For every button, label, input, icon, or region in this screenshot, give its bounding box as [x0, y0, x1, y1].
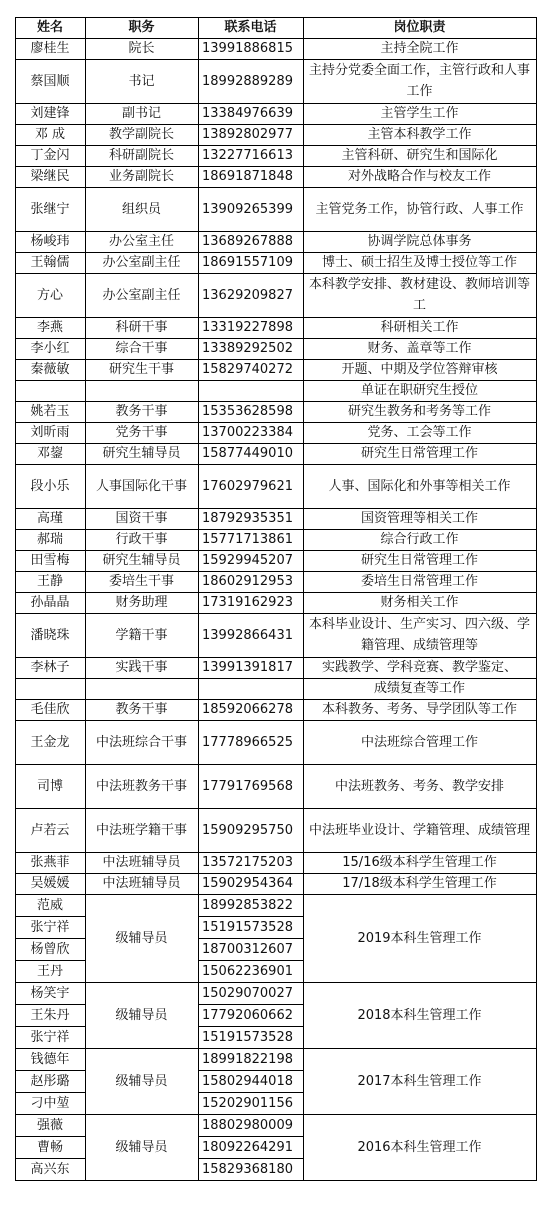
grid-line: [198, 916, 304, 917]
staff-duty: 党务、工会等工作: [367, 425, 472, 440]
staff-name: [15, 678, 85, 699]
counselor-phone: 18991822198: [202, 1051, 293, 1067]
counselor-phone: 15829368180: [202, 1161, 293, 1177]
header-phone: 联系电话: [224, 20, 277, 35]
grid-line: [15, 1026, 86, 1027]
staff-role: 办公室主任: [108, 234, 174, 249]
staff-phone: 13991391817: [202, 660, 293, 675]
staff-role: 党务干事: [115, 425, 168, 440]
staff-role: 科研副院长: [108, 148, 174, 163]
staff-name: 张继宁: [30, 201, 70, 217]
staff-duty: 国资管理等相关工作: [360, 511, 478, 526]
staff-name: 杨峻玮: [30, 234, 70, 249]
staff-duty: 本科教学安排、教材建设、教师培训等工: [308, 277, 530, 313]
staff-role: 书记: [128, 73, 155, 89]
staff-name: 段小乐: [30, 478, 70, 494]
counselor-name: 王朱丹: [30, 1007, 70, 1023]
staff-phone: [198, 380, 303, 401]
staff-duty: 人事、国际化和外事等相关工作: [328, 478, 511, 494]
counselor-phone: 15029070027: [202, 985, 293, 1001]
group-role: 级辅导员: [115, 1139, 168, 1155]
staff-duty: 中法班综合管理工作: [360, 734, 478, 750]
counselor-phone: 15202901156: [202, 1095, 293, 1111]
grid-line: [303, 17, 304, 1181]
staff-phone: 15902954364: [202, 876, 293, 891]
counselor-phone: 18802980009: [202, 1117, 293, 1133]
staff-role: 教务干事: [115, 702, 168, 717]
staff-duty: 财务相关工作: [380, 595, 459, 610]
staff-name: 卢若云: [30, 822, 70, 838]
staff-name: 司博: [36, 778, 63, 794]
staff-phone: 13992866431: [202, 627, 293, 643]
staff-role: 中法班学籍干事: [95, 822, 187, 838]
grid-line: [198, 938, 304, 939]
staff-role: 副书记: [121, 106, 161, 121]
staff-phone: 15877449010: [202, 446, 293, 461]
counselor-name: 杨曾欣: [30, 941, 70, 957]
counselor-phone: 15191573528: [202, 919, 293, 935]
staff-phone: 13384976639: [202, 106, 293, 121]
grid-line: [15, 938, 86, 939]
staff-phone: [198, 678, 303, 699]
counselor-phone: 18992853822: [202, 897, 293, 913]
header-name: 姓名: [36, 20, 63, 35]
staff-duty: 研究生日常管理工作: [360, 446, 478, 461]
staff-phone: 15771713861: [202, 532, 293, 547]
staff-duty: 科研相关工作: [380, 320, 459, 335]
staff-phone: 15909295750: [202, 822, 293, 838]
staff-role: [85, 678, 198, 699]
staff-name: 李小红: [30, 341, 70, 356]
staff-duty: 实践教学、学科竞赛、教学鉴定、: [321, 660, 517, 675]
counselor-name: 钱德年: [30, 1051, 70, 1067]
staff-role: 科研干事: [115, 320, 168, 335]
staff-phone: 13389292502: [202, 341, 293, 356]
staff-phone: 13991886815: [202, 41, 293, 56]
staff-phone: 15829740272: [202, 362, 293, 377]
staff-name: 蔡国顺: [30, 73, 70, 89]
staff-duty: 主持分党委全面工作，主管行政和人事工作: [308, 63, 530, 99]
staff-name: 李燕: [36, 320, 63, 335]
staff-role: 综合干事: [115, 341, 168, 356]
staff-duty: 开题、中期及学位答辩审核: [341, 362, 498, 377]
staff-role: 财务助理: [115, 595, 168, 610]
grid-line: [198, 1026, 304, 1027]
counselor-name: 张宁祥: [30, 1029, 70, 1045]
counselor-name: 刁中堃: [30, 1095, 70, 1111]
counselor-phone: 17792060662: [202, 1007, 293, 1023]
grid-line: [15, 1180, 537, 1181]
staff-role: 人事国际化干事: [95, 478, 187, 494]
counselor-phone: 15062236901: [202, 963, 293, 979]
counselor-name: 范威: [36, 897, 63, 913]
staff-role: 院长: [128, 41, 155, 56]
staff-phone: 15929945207: [202, 553, 293, 568]
staff-duty: 主管学生工作: [380, 106, 459, 121]
staff-name: 邓 成: [34, 127, 66, 142]
staff-duty: 17/18级本科学生管理工作: [342, 876, 497, 891]
staff-duty: 综合行政工作: [380, 532, 459, 547]
staff-name: 丁金闪: [30, 148, 70, 163]
staff-role: 中法班教务干事: [95, 778, 187, 794]
group-duty: 2018本科生管理工作: [357, 1007, 482, 1023]
staff-duty: 本科毕业设计、生产实习、四六级、学籍管理、成绩管理等: [308, 617, 530, 653]
staff-name: 郝瑞: [36, 532, 63, 547]
staff-duty: 对外战略合作与校友工作: [347, 169, 491, 184]
grid-line: [15, 1070, 86, 1071]
grid-line: [198, 1092, 304, 1093]
staff-phone: 18691871848: [202, 169, 293, 184]
counselor-name: 王丹: [36, 963, 63, 979]
grid-line: [15, 1136, 86, 1137]
staff-duty: 协调学院总体事务: [367, 234, 472, 249]
staff-phone: 15353628598: [202, 404, 293, 419]
group-duty: 2017本科生管理工作: [357, 1073, 482, 1089]
staff-phone: 18602912953: [202, 574, 293, 589]
staff-role: 办公室副主任: [102, 287, 181, 303]
staff-role: 中法班辅导员: [102, 855, 181, 870]
staff-duty: 财务、盖章等工作: [367, 341, 472, 356]
staff-duty: 博士、硕士招生及博士授位等工作: [321, 255, 517, 270]
staff-name: 张燕菲: [30, 855, 70, 870]
staff-role: 教学副院长: [108, 127, 174, 142]
staff-duty: 中法班教务、考务、教学安排: [334, 778, 504, 794]
grid-line: [198, 1136, 304, 1137]
staff-role: 中法班综合干事: [95, 734, 187, 750]
staff-phone: 13319227898: [202, 320, 293, 335]
staff-role: 研究生干事: [108, 362, 174, 377]
staff-name: 潘晓珠: [30, 627, 70, 643]
counselor-name: 赵彤璐: [30, 1073, 70, 1089]
staff-role: 国资干事: [115, 511, 168, 526]
counselor-phone: 18700312607: [202, 941, 293, 957]
staff-name: 廖桂生: [30, 41, 70, 56]
staff-name: 毛佳欣: [30, 702, 70, 717]
staff-role: 办公室副主任: [102, 255, 181, 270]
staff-name: 王静: [36, 574, 63, 589]
staff-name: 高瑾: [36, 511, 63, 526]
grid-line: [15, 916, 86, 917]
staff-name: 梁继民: [30, 169, 70, 184]
counselor-phone: 18092264291: [202, 1139, 293, 1155]
staff-name: 王金龙: [30, 734, 70, 750]
staff-phone: 18691557109: [202, 255, 293, 270]
staff-phone: 13909265399: [202, 201, 293, 217]
counselor-name: 高兴东: [30, 1161, 70, 1177]
staff-phone: 17602979621: [202, 478, 293, 494]
staff-phone: 18592066278: [202, 702, 293, 717]
staff-role: 委培生干事: [108, 574, 174, 589]
grid-line: [198, 960, 304, 961]
staff-name: 秦薇敏: [30, 362, 70, 377]
staff-duty: 中法班毕业设计、学籍管理、成绩管理: [308, 822, 530, 838]
staff-phone: 17778966525: [202, 734, 293, 750]
counselor-phone: 15802944018: [202, 1073, 293, 1089]
staff-name: 邓鋆: [36, 446, 63, 461]
grid-line: [15, 960, 86, 961]
grid-line: [15, 1004, 86, 1005]
staff-name: [15, 380, 85, 401]
staff-name: 李林子: [30, 660, 70, 675]
staff-name: 刘建锋: [30, 106, 70, 121]
staff-phone: 13700223384: [202, 425, 293, 440]
staff-role: 实践干事: [115, 660, 168, 675]
staff-phone: 13892802977: [202, 127, 293, 142]
grid-line: [198, 1158, 304, 1159]
staff-duty: 主管科研、研究生和国际化: [341, 148, 498, 163]
staff-name: 王翰儒: [30, 255, 70, 270]
staff-duty: 主管本科教学工作: [367, 127, 472, 142]
group-role: 级辅导员: [115, 1007, 168, 1023]
contact-table: [15, 17, 536, 1209]
staff-phone: 18792935351: [202, 511, 293, 526]
staff-name: 姚若玉: [30, 404, 70, 419]
counselor-name: 张宁祥: [30, 919, 70, 935]
grid-line: [15, 17, 537, 18]
staff-phone: 13629209827: [202, 287, 293, 303]
grid-line: [15, 1158, 86, 1159]
staff-phone: 17791769568: [202, 778, 293, 794]
grid-line: [198, 1004, 304, 1005]
staff-duty: 主持全院工作: [380, 41, 459, 56]
grid-line: [198, 17, 199, 1181]
grid-line: [85, 17, 86, 1181]
staff-duty: 15/16级本科学生管理工作: [342, 855, 497, 870]
group-role: 级辅导员: [115, 930, 168, 946]
staff-phone: 13689267888: [202, 234, 293, 249]
header-duty: 岗位职责: [393, 20, 446, 35]
staff-duty: 研究生教务和考务等工作: [347, 404, 491, 419]
staff-role: 研究生辅导员: [102, 446, 181, 461]
group-role: 级辅导员: [115, 1073, 168, 1089]
staff-role: [85, 380, 198, 401]
staff-role: 组织员: [121, 201, 161, 217]
staff-role: 中法班辅导员: [102, 876, 181, 891]
staff-role: 学籍干事: [115, 627, 168, 643]
staff-duty: 本科教务、考务、导学团队等工作: [321, 702, 517, 717]
staff-phone: 17319162923: [202, 595, 293, 610]
staff-name: 田雪梅: [30, 553, 70, 568]
counselor-phone: 15191573528: [202, 1029, 293, 1045]
counselor-name: 曹畅: [36, 1139, 63, 1155]
group-duty: 2019本科生管理工作: [357, 930, 482, 946]
staff-phone: 18992889289: [202, 73, 293, 89]
grid-line: [198, 1070, 304, 1071]
staff-role: 行政干事: [115, 532, 168, 547]
staff-name: 方心: [36, 287, 63, 303]
staff-duty: 成绩复查等工作: [373, 681, 465, 696]
grid-line: [15, 1092, 86, 1093]
grid-line: [15, 17, 16, 1181]
staff-name: 刘昕雨: [30, 425, 70, 440]
staff-name: 吴媛媛: [30, 876, 70, 891]
staff-role: 研究生辅导员: [102, 553, 181, 568]
counselor-name: 杨笑宇: [30, 985, 70, 1001]
counselor-name: 强薇: [36, 1117, 63, 1133]
staff-phone: 13572175203: [202, 855, 293, 870]
staff-role: 教务干事: [115, 404, 168, 419]
staff-duty: 单证在职研究生授位: [360, 383, 478, 398]
group-duty: 2016本科生管理工作: [357, 1139, 482, 1155]
header-role: 职务: [128, 20, 155, 35]
staff-name: 孙晶晶: [30, 595, 70, 610]
staff-duty: 研究生日常管理工作: [360, 553, 478, 568]
staff-phone: 13227716613: [202, 148, 293, 163]
staff-role: 业务副院长: [108, 169, 174, 184]
staff-duty: 主管党务工作，协管行政、人事工作: [315, 201, 524, 217]
staff-duty: 委培生日常管理工作: [360, 574, 478, 589]
grid-line: [536, 17, 537, 1181]
